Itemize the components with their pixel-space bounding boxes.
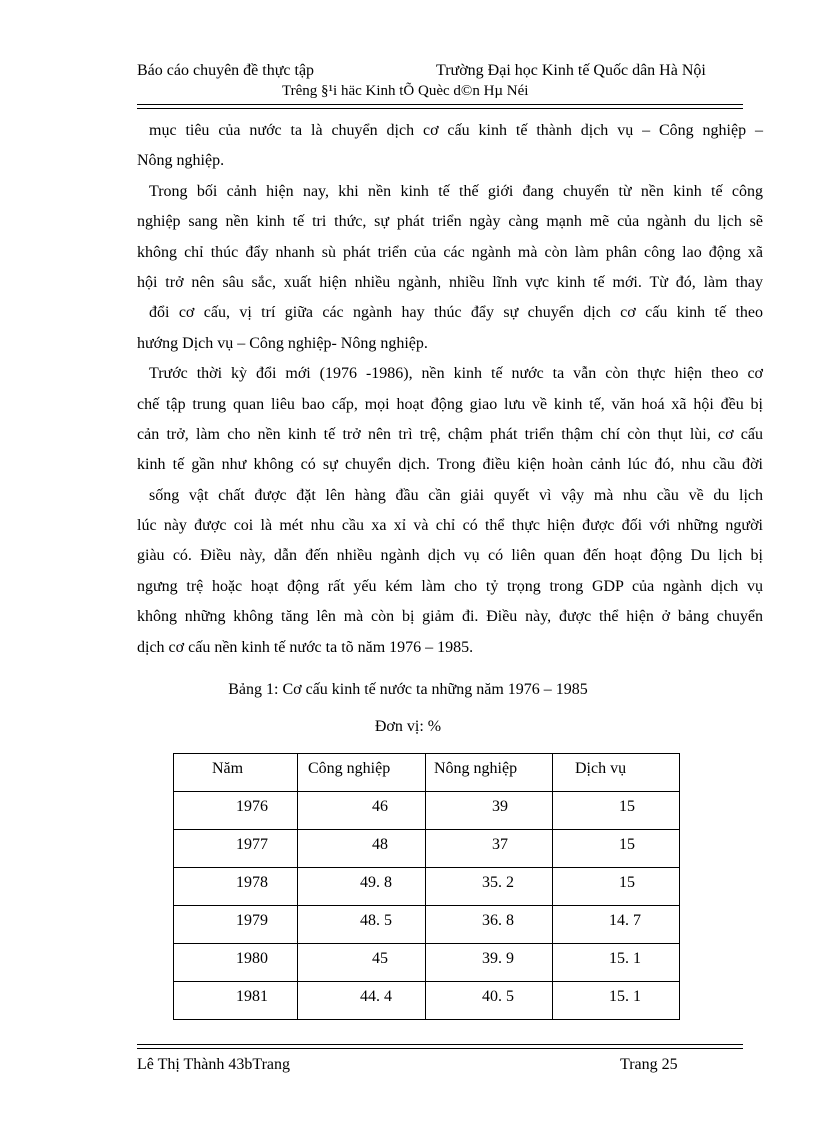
body-line: Trước thời kỳ đổi mới (1976 -1986), nền kinh tế nước ta vẫn còn thực hiện theo cơ (149, 365, 763, 383)
table-unit: Đơn vị: % (374, 718, 442, 735)
body-line: kinh tế gần như không có sự chuyển dịch. Trong điều kiện hoàn cảnh lúc đó, nhu cầu đời (137, 456, 763, 474)
body-line: mục tiêu của nước ta là chuyển dịch cơ cấu kinh tế thành dịch vụ – Công nghiệp – (149, 122, 763, 139)
header-rule-bottom (137, 108, 743, 109)
table-cell-industry: 44. 4 (298, 982, 426, 1020)
table-header-row (174, 754, 680, 792)
page-number: Trang 25 (620, 1056, 678, 1073)
table-cell-year: 1979 (174, 906, 298, 944)
body-line: cản trở, làm cho nền kinh tế trở nên trì trệ, chậm phát triển thậm chí còn thụt lùi, cơ cấu (137, 425, 763, 443)
table-row (174, 906, 680, 944)
footer-rule-bottom (137, 1048, 743, 1049)
body-line: lúc này được coi là mét nhu cầu xa xỉ và chỉ có thể thực hiện được đối với những người (137, 517, 763, 535)
body-line: không chỉ thúc đẩy nhanh sù phát triển của các ngành mà còn làm phân công lao động xã (137, 243, 763, 261)
body-line: dịch cơ cấu nền kinh tế nước ta tõ năm 1976 – 1985. (137, 638, 474, 656)
header-cell: Công nghiệp (298, 754, 426, 792)
body-line: đổi cơ cấu, vị trí giữa các ngành hay thúc đẩy sự chuyển dịch cơ cấu kinh tế theo (149, 304, 763, 322)
table-cell-services: 15 (553, 792, 680, 830)
header-left: Báo cáo chuyên đề thực tập (137, 62, 315, 79)
body-line: chế tập trung quan liêu bao cấp, mọi hoạt động giao lưu về kinh tế, văn hoá xã hội đều bị (137, 395, 763, 413)
table-cell-services: 15 (553, 868, 680, 906)
header-cell: Nông nghiệp (426, 754, 553, 792)
body-line: hướng Dịch vụ – Công nghiệp- Nông nghiệp. (137, 334, 428, 352)
table-row (174, 868, 680, 906)
table-row (174, 830, 680, 868)
table-cell-services: 15. 1 (553, 944, 680, 982)
body-line: ngưng trệ hoặc hoạt động rất yếu kém làm cho tỷ trọng trong GDP của ngành dịch vụ (137, 577, 763, 595)
table-cell-agriculture: 36. 8 (426, 906, 553, 944)
table-row (174, 982, 680, 1020)
table-cell-services: 15 (553, 830, 680, 868)
body-line: Nông nghiệp. (137, 152, 225, 170)
body-line: hội trở nên sâu sắc, xuất hiện nhiều ngành, nhiều lĩnh vực kinh tế mới. Từ đó, làm thay (137, 273, 763, 291)
table-caption: Bảng 1: Cơ cấu kinh tế nước ta những năm 1976 – 1985 (228, 681, 588, 698)
table-cell-year: 1980 (174, 944, 298, 982)
table-cell-year: 1976 (174, 792, 298, 830)
body-line: không những không tăng lên mà còn bị giảm đi. Điều này, được thể hiện ở bảng chuyển (137, 608, 763, 626)
body-line: nghiệp sang nền kinh tế tri thức, sự phát triển ngày càng mạnh mẽ của ngành du lịch sẽ (137, 213, 763, 231)
table-cell-industry: 45 (298, 944, 426, 982)
table-cell-industry: 46 (298, 792, 426, 830)
table-cell-year: 1981 (174, 982, 298, 1020)
table-cell-industry: 48. 5 (298, 906, 426, 944)
table-cell-agriculture: 35. 2 (426, 868, 553, 906)
table-row (174, 792, 680, 830)
table-cell-agriculture: 39 (426, 792, 553, 830)
body-text (137, 116, 763, 663)
header-right: Trường Đại học Kinh tế Quốc dân Hà Nội (436, 62, 706, 79)
body-line: Trong bối cảnh hiện nay, khi nền kinh tế thế giới đang chuyển từ nền kinh tế công (149, 182, 763, 200)
header-cell: Năm (174, 754, 298, 792)
header-cell: Dịch vụ (553, 754, 680, 792)
header-rule-top (137, 104, 743, 105)
footer-author: Lê Thị Thành 43bTrang (137, 1056, 291, 1073)
table-cell-industry: 48 (298, 830, 426, 868)
table-cell-services: 14. 7 (553, 906, 680, 944)
body-line: sống vật chất được đặt lên hàng đầu cần giải quyết vì vậy mà nhu cầu về du lịch (149, 486, 763, 504)
table-cell-agriculture: 37 (426, 830, 553, 868)
table-cell-year: 1977 (174, 830, 298, 868)
table-cell-agriculture: 39. 9 (426, 944, 553, 982)
table-cell-industry: 49. 8 (298, 868, 426, 906)
data-table (173, 753, 680, 1020)
table-cell-agriculture: 40. 5 (426, 982, 553, 1020)
header-garbled: Trêng §¹i häc Kinh tÕ Quèc d©n Hµ Néi (282, 83, 529, 99)
table-cell-services: 15. 1 (553, 982, 680, 1020)
footer-rule-top (137, 1044, 743, 1045)
table-row (174, 944, 680, 982)
body-line: giàu có. Điều này, dẫn đến nhiều ngành dịch vụ có liên quan đến hoạt động Du lịch bị (137, 547, 763, 565)
table-cell-year: 1978 (174, 868, 298, 906)
